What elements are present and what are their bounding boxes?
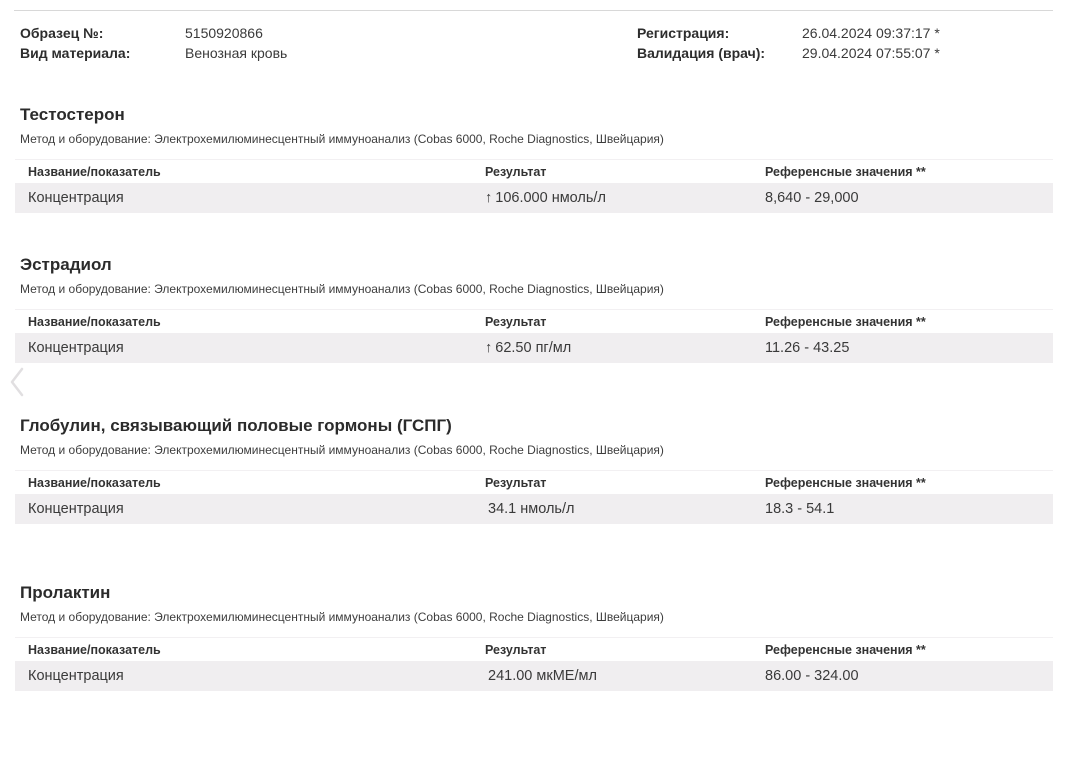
results-table xyxy=(15,637,1053,691)
method-line: Метод и оборудование: Электрохемилюминесцентный иммуноанализ (Cobas 6000, Roche Diagnostics, Швейцария) xyxy=(20,132,664,146)
section-title: Эстрадиол xyxy=(20,255,112,274)
result-cell xyxy=(485,668,765,684)
method-line: Метод и оборудование: Электрохемилюминесцентный иммуноанализ (Cobas 6000, Roche Diagnostics, Швейцария) xyxy=(20,282,664,296)
parameter-name: Концентрация xyxy=(28,340,124,356)
table-row xyxy=(15,494,1053,524)
up-arrow-icon: ↑ xyxy=(485,190,493,206)
col-header-name: Название/показатель xyxy=(28,642,161,657)
results-table xyxy=(15,309,1053,363)
section-title: Пролактин xyxy=(20,583,111,602)
sample-number-label: Образец №: xyxy=(20,25,104,41)
col-header-result: Результат xyxy=(485,164,547,179)
section-prolactin xyxy=(20,582,1053,691)
col-header-name: Название/показатель xyxy=(28,164,161,179)
validation-doctor-value: 29.04.2024 07:55:07 * xyxy=(802,44,940,61)
method-line: Метод и оборудование: Электрохемилюминесцентный иммуноанализ (Cobas 6000, Roche Diagnostics, Швейцария) xyxy=(20,610,664,624)
result-cell xyxy=(485,340,765,356)
col-header-result: Результат xyxy=(485,475,547,490)
section-shbg xyxy=(20,415,1053,524)
reference-range: 11.26 - 43.25 xyxy=(765,340,850,356)
col-header-reference: Референсные значения ** xyxy=(765,475,926,490)
report-header xyxy=(20,24,1053,63)
material-type-label: Вид материала: xyxy=(20,44,131,61)
col-header-result: Результат xyxy=(485,642,547,657)
results-table xyxy=(15,159,1053,213)
reference-range: 18.3 - 54.1 xyxy=(765,501,835,517)
parameter-name: Концентрация xyxy=(28,668,124,684)
table-header-row xyxy=(15,159,1053,183)
sample-number-value: 5150920866 xyxy=(185,25,263,41)
up-arrow-icon: ↑ xyxy=(485,340,493,356)
table-header-row xyxy=(15,470,1053,494)
method-line: Метод и оборудование: Электрохемилюминесцентный иммуноанализ (Cobas 6000, Roche Diagnostics, Швейцария) xyxy=(20,443,664,457)
parameter-name: Концентрация xyxy=(28,501,124,517)
top-divider xyxy=(14,10,1053,11)
col-header-name: Название/показатель xyxy=(28,314,161,329)
reference-range: 86.00 - 324.00 xyxy=(765,668,859,684)
reference-range: 8,640 - 29,000 xyxy=(765,190,859,206)
section-title: Глобулин, связывающий половые гормоны (ГСПГ) xyxy=(20,416,452,435)
section-testosterone xyxy=(20,104,1053,213)
col-header-name: Название/показатель xyxy=(28,475,161,490)
registration-label: Регистрация: xyxy=(637,25,730,41)
table-row xyxy=(15,333,1053,363)
result-value: 62.50 пг/мл xyxy=(495,340,572,356)
result-cell xyxy=(485,501,765,517)
registration-value: 26.04.2024 09:37:17 * xyxy=(802,25,940,41)
col-header-reference: Референсные значения ** xyxy=(765,642,926,657)
table-row xyxy=(15,661,1053,691)
table-row xyxy=(15,183,1053,213)
col-header-result: Результат xyxy=(485,314,547,329)
chevron-left-icon[interactable] xyxy=(7,366,27,398)
results-table xyxy=(15,470,1053,524)
section-title: Тестостерон xyxy=(20,105,125,124)
col-header-reference: Референсные значения ** xyxy=(765,314,926,329)
result-value: 241.00 мкМЕ/мл xyxy=(488,668,597,684)
col-header-reference: Референсные значения ** xyxy=(765,164,926,179)
result-cell xyxy=(485,190,765,206)
table-header-row xyxy=(15,309,1053,333)
section-estradiol xyxy=(20,254,1053,363)
result-value: 106.000 нмоль/л xyxy=(495,190,606,206)
result-value: 34.1 нмоль/л xyxy=(488,501,575,517)
table-header-row xyxy=(15,637,1053,661)
parameter-name: Концентрация xyxy=(28,190,124,206)
validation-doctor-label: Валидация (врач): xyxy=(637,44,766,61)
material-type-value: Венозная кровь xyxy=(185,44,288,61)
